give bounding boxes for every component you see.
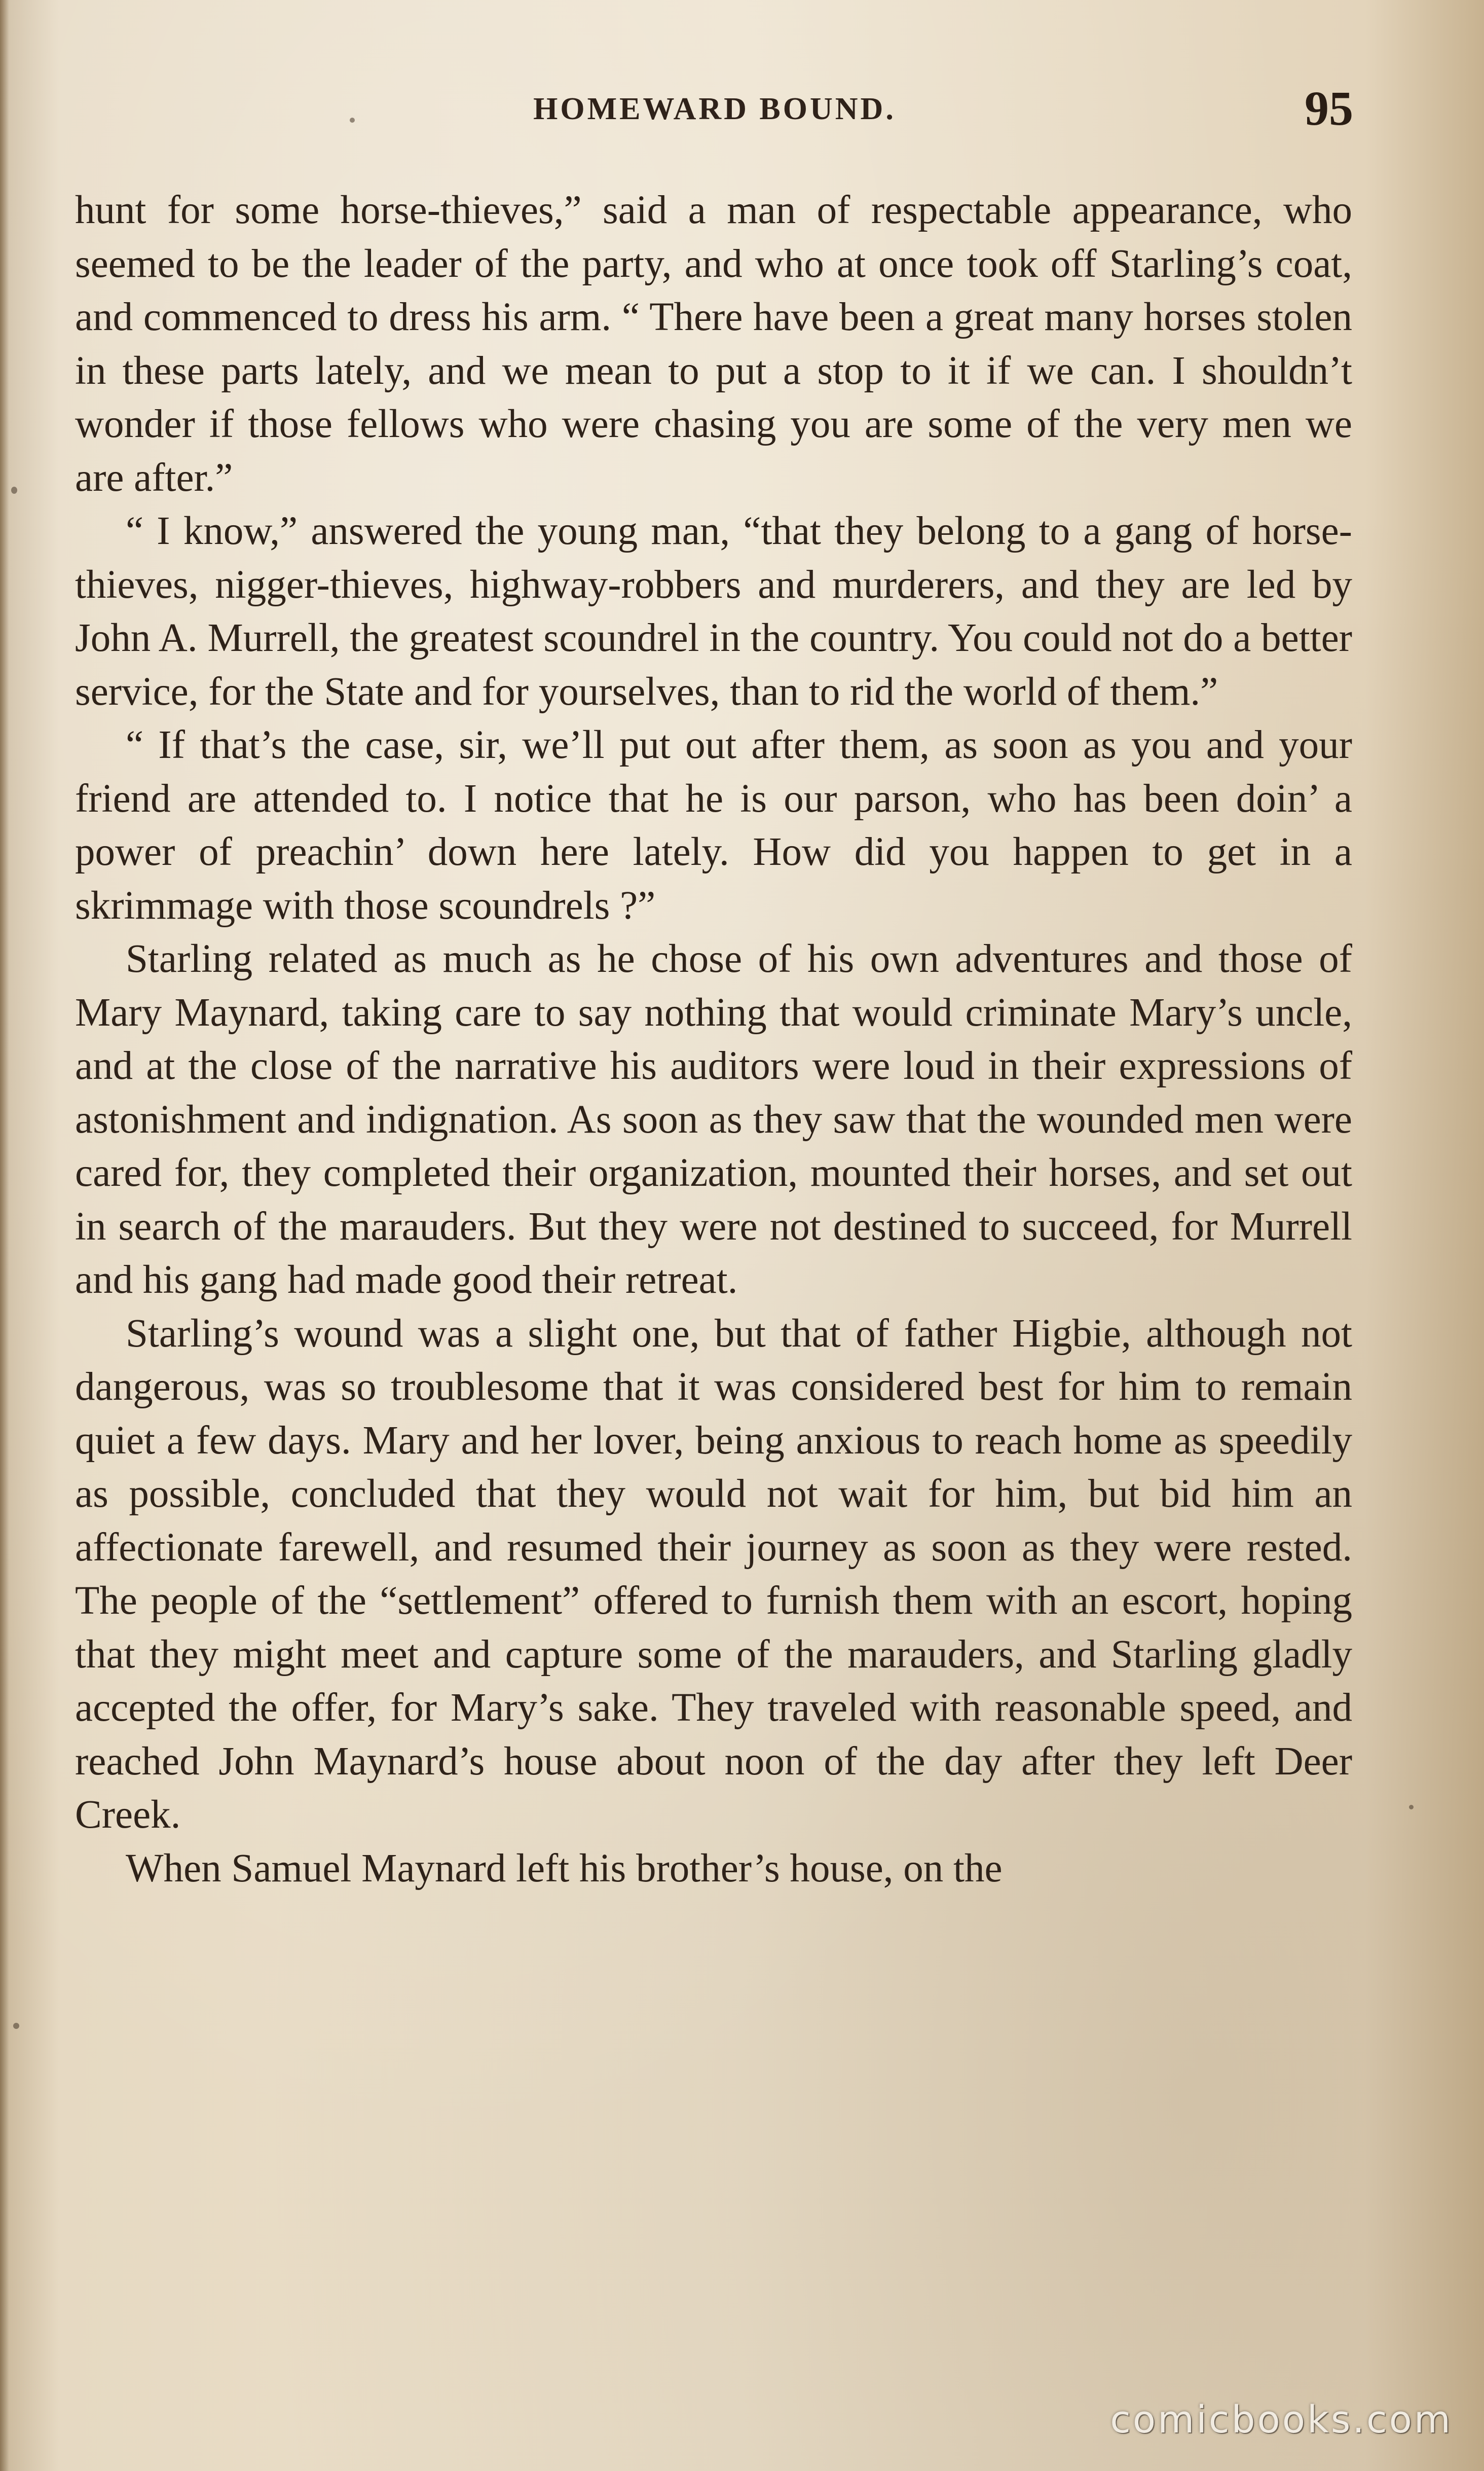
- page-edge-shadow: [0, 0, 9, 2471]
- paragraph-1: hunt for some horse-thieves,” said a man of respectable appearance, who seemed to be the leader of the party, and who at once took off Starling’s coat, and commenced to dress his arm. “ There have been a great many horses stolen in these parts lately, and we mean to put a stop to it if we can. I shouldn’t wonder if those fellows who were chasing you are some of the very men we are after.”: [75, 188, 1352, 500]
- page-number: 95: [1305, 81, 1353, 135]
- running-head: [76, 76, 1353, 137]
- body-text: [75, 184, 1352, 1895]
- paper-speck: [1409, 1805, 1414, 1809]
- paragraph-3: “ If that’s the case, sir, we’ll put out after them, as soon as you and your friend are attended to. I notice that he is our parson, who has been doin’ a power of preachin’ down here lately. How did you happen to get in a skrimmage with those scoundrels ?”: [75, 723, 1352, 928]
- paragraph-2: “ I know,” answered the young man, “that they belong to a gang of horse-thieves, nigger-thieves, highway-robbers and murderers, and they are led by John A. Murrell, the greatest scoundrel in the country. You could not do a better service, for the State and for yourselves, than to rid the world of them.”: [75, 509, 1352, 714]
- paper-speck: [11, 487, 17, 494]
- paragraph-4: Starling related as much as he chose of his own adventures and those of Mary Maynard, taking care to say nothing that would criminate Mary’s uncle, and at the close of the narrative his auditors were loud in their expressions of astonishment and indignation. As soon as they saw that the wounded men were cared for, they completed their organization, mounted their horses, and set out in search of the marauders. But they were not destined to succeed, for Murrell and his gang had made good their retreat.: [75, 937, 1352, 1302]
- paper-speck: [350, 118, 355, 123]
- paper-speck: [13, 2023, 19, 2029]
- paragraph-6: When Samuel Maynard left his brother’s house, on the: [126, 1846, 1003, 1891]
- paragraph-5: Starling’s wound was a slight one, but that of father Higbie, although not dangerous, was so troublesome that it was considered best for him to remain quiet a few days. Mary and her lover, being anxious to reach home as speedily as possible, concluded that they would not wait for him, but bid him an affectionate farewell, and resumed their journey as soon as they were rested. The people of the “settlement” offered to furnish them with an escort, hoping that they might meet and capture some of the marauders, and Starling gladly accepted the offer, for Mary’s sake. They traveled with reasonable speed, and reached John Maynard’s house about noon of the day after they left Deer Creek.: [75, 1311, 1352, 1837]
- watermark: comicbooks.com: [1110, 2398, 1453, 2442]
- running-title: HOMEWARD BOUND.: [533, 92, 896, 126]
